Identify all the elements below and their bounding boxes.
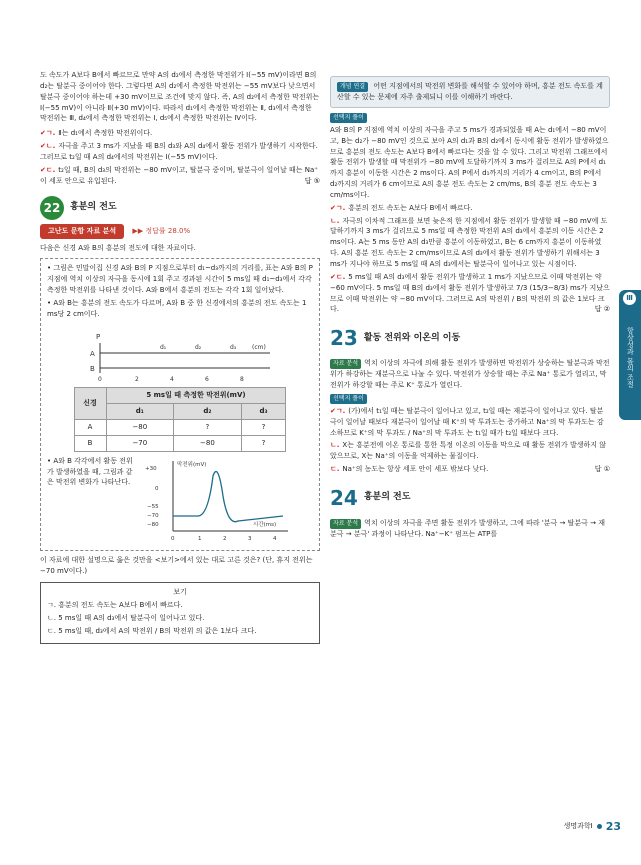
- section-title: 활동 전위와 이온의 이동: [363, 332, 461, 343]
- x-tick: 4: [273, 535, 277, 542]
- solution-paragraph: A와 B의 P 지점에 역치 이상의 자극을 주고 5 ms가 경과되었을 때 A는 d₁에서 −80 mV이고, B는 d₂가 −80 mV인 것으로 보아 A의 d₁과 B의 d₂에서 동시에 활동 전위가 발생하였으므로 흥분의 전도 속도는 A보다 B에서 빠르다는 것을 알 수 있다. 그리고 막전위 그래프에서 활동 전위가 발생할 때 막전위가 −80 mV에 도달하기까지 3 ms가 걸리므로 A의 P에서 d₁까지 흥분이 이동한 시간은 2 ms이다. A의 P에서 d₁까지의 거리가 4 cm이고, B의 P에서 d₂까지의 거리가 6 cm이므로 A의 흥분 전도 속도는 2 cm/ms, B의 흥분 전도 속도는 3 cm/ms이다.: [330, 125, 609, 199]
- y-tick: 0: [155, 485, 159, 492]
- bogi-item: ㄱ. 흥분의 전도 속도는 A보다 B에서 빠르다.: [47, 601, 183, 610]
- x-tick: 3: [248, 535, 252, 542]
- y-tick: −55: [147, 503, 159, 510]
- action-potential-graph: [143, 456, 293, 546]
- bogi-item: ㄴ. 5 ms일 때 A의 d₃에서 탈분극이 일어나고 있다.: [47, 614, 205, 623]
- answer-label: 답 ①: [594, 465, 610, 474]
- concept-text: 어떤 지점에서의 막전위 변화를 해석할 수 있어야 하며, 흥분 전도 속도를 계산할 수 있는 문제에 자주 출제되니 이를 이해하기 바란다.: [337, 82, 603, 101]
- page-number: 23: [605, 819, 621, 833]
- choice-item: ✔ㄷ. 5 ms일 때 A의 d₃에서 활동 전위가 발생하고 1 ms가 지났으므로 이때 막전위는 약 −60 mV이다. 5 ms일 때 B의 d₃에서 활동 전위가 발생하고 7/3 (15/3−8/3) ms가 지났으므로 이때 막전위는 약 −80 mV이다. 그러므로 A의 막전위 / B의 막전위 의 값은 1보다 크다. 답 ②: [330, 272, 610, 314]
- analysis-header: [40, 224, 320, 239]
- data-line: • 그림은 민말이집 신경 A와 B의 P 지점으로부터 d₁~d₃까지의 거리를, 표는 A와 B의 P 지점에 역치 이상의 자극을 동시에 1회 주고 경과된 시간이 5 ms일 때 d₁~d₃에서 각각 측정한 막전위를 나타낸 것이다. A와 B에서 흥분의 전도는 각각 1회 일어났다.: [47, 264, 313, 294]
- subject-label: 생명과학Ⅰ: [563, 822, 593, 831]
- choice-item: ✔ㄷ. t₂일 때, B의 d₃의 막전위는 −80 mV이고, 탈분극 중이며, 탈분극이 일어날 때는 Na⁺이 세포 안으로 유입된다. 답 ⑤: [40, 165, 320, 185]
- answer-label: 답 ②: [594, 305, 610, 314]
- tick-label: 8: [240, 376, 244, 384]
- bogi-item: ㄷ. 5 ms일 때, d₃에서 A의 막전위 / B의 막전위 의 값은 1보다 크다.: [47, 626, 257, 635]
- x-tick: 1: [198, 535, 202, 542]
- graph-row: [47, 456, 313, 546]
- y-tick: −70: [147, 512, 159, 519]
- bogi-box: [40, 582, 320, 643]
- chapter-side-tab: 항상성과 몸의 조절: [619, 290, 641, 420]
- section-23-header: [330, 323, 610, 354]
- y-tick: +30: [145, 465, 157, 472]
- membrane-potential-table: [74, 387, 287, 451]
- table-row: A −80 ? ?: [74, 420, 286, 436]
- section-text: 자료 분석 역치 이상의 자극에 의해 활동 전위가 발생하면 막전위가 상승하는 탈분극과 막전위가 하강하는 재분극으로 나눌 수 있다. 막전위가 상승할 때는 주로 Na⁺ 통로가 열리고, 막전위가 하강할 때는 주로 K⁺ 통로가 열린다.: [330, 359, 610, 390]
- tick-label: 2: [135, 376, 139, 384]
- d-label: d₁: [160, 344, 167, 352]
- choice-item: ✔ㄱ. 흥분의 전도 속도는 A보다 B에서 빠르다.: [330, 203, 473, 212]
- question-intro: 다음은 신경 A와 B의 흥분의 전도에 대한 자료이다.: [40, 244, 196, 253]
- concept-box: [330, 76, 610, 108]
- tick-label: 6: [205, 376, 209, 384]
- analysis-pill: 고난도 문항 자료 분석: [40, 224, 124, 239]
- nerve-a-label: A: [90, 350, 95, 359]
- data-box: [40, 258, 320, 551]
- tick-label: 0: [98, 376, 102, 384]
- page-footer: [564, 818, 621, 835]
- table-corner: 신경: [74, 388, 106, 420]
- choice-item: ✔ㄱ. (가)에서 t₁일 때는 탈분극이 일어나고 있고, t₂일 때는 재분극이 일어나고 있다. 탈분극이 일어날 때보다 재분극이 일어날 때 K⁺의 막 투과도는 증가하고 Na⁺의 막 투과도는 감소하므로 K⁺의 막 투과도 / Na⁺의 막 투과도 는 t₁일 때가 t₂일 때보다 크다.: [330, 406, 604, 437]
- left-choices: [40, 128, 320, 186]
- d-label: d₃: [230, 344, 237, 352]
- left-paragraph: 도 속도가 A보다 B에서 빠르므로 만약 A의 d₂에서 측정한 막전위가 Ⅰ(−55 mV)이라면 B의 d₂는 탈분극 중이어야 한다. 그렇다면 A의 d₂에서 측정한 막전위는 −55 mV보다 낮으면서 탈분극 중이어야 하는데 +30 mV이므로 조건에 맞지 않다. 즉, A의 d₂에서 측정한 막전위는 Ⅰ(−55 mV)이 아니라 Ⅱ(+30 mV)이다. 따라서 d₁에서 측정한 막전위는 Ⅱ, d₃에서 측정한 막전위는 Ⅲ, d₄에서 측정한 막전위는 Ⅰ, d₅에서 측정한 막전위는 Ⅳ이다.: [40, 71, 320, 123]
- concept-tag: 개념 연결: [337, 82, 368, 92]
- d-label: d₂: [195, 344, 202, 352]
- nerve-b-label: B: [90, 365, 95, 374]
- answer-label: 답 ⑤: [304, 176, 320, 185]
- choice-item: ㄴ. X는 흥분전에 이온 통로를 통한 특정 이온의 이동을 막으로 때 활동 전위가 발생하지 않았으므로, X는 Na⁺의 이동을 억제하는 물질이다.: [330, 441, 607, 461]
- bogi-title: 보기: [173, 588, 187, 597]
- distance-axis-diagram: [80, 323, 280, 383]
- section-number: 23: [330, 326, 358, 351]
- table-col: d₂: [174, 404, 242, 420]
- potential-curve: [173, 471, 283, 521]
- choice-item: ㄴ. 자극의 이차적 그래프를 보면 늦은적 한 지점에서 활동 전위가 발생할 때 −80 mV에 도달하기까지 3 ms가 걸리므로 5 ms일 때 측정한 막전위 A의 d₃에서 흥분의 이동 시간은 2 ms이다. A는 5 ms 동안 A의 d₃만큼 흥분이 이동하였고, B는 6 cm까지 흥분이 이동하였다. A의 흥분 전도 속도는 2 cm/ms이므로 A의 d₃에서 활동 전위가 발생하기 위해서는 3 ms가 지나야 하므로 5 ms일 때 A의 d₃에서는 탈분극이 일어나고 있는 시점이다.: [330, 216, 608, 268]
- axis-unit: (cm): [252, 344, 266, 352]
- y-axis-label: 막전위(mV): [177, 461, 207, 468]
- table-header: 5 ms일 때 측정한 막전위(mV): [106, 388, 286, 404]
- y-tick: −80: [147, 521, 159, 528]
- x-tick: 0: [171, 535, 175, 542]
- section-24-header: [330, 483, 610, 514]
- accuracy-rate: ▶▶ 정답률 28.0%: [132, 227, 191, 236]
- section-title: 흥분의 전도: [363, 492, 411, 503]
- point-p-label: P: [96, 333, 101, 342]
- solution-header: 선택지 풀이: [330, 112, 610, 123]
- data-line: • A와 B는 흥분의 전도 속도가 다르며, A와 B 중 한 신경에서의 흥분의 전도 속도는 1 ms당 2 cm이다.: [47, 298, 307, 318]
- dot-icon: [597, 824, 602, 829]
- x-tick: 2: [223, 535, 227, 542]
- question-title: 흥분의 전도: [70, 202, 117, 213]
- graph-note: • A와 B 각각에서 활동 전위가 발생하였을 때, 그림과 같은 막전위 변화가 나타난다.: [47, 456, 133, 487]
- table-row: B −70 −80 ?: [74, 435, 286, 451]
- right-column: [330, 70, 610, 542]
- solution-header: 선택지 풀이: [330, 393, 610, 404]
- table-col: d₁: [106, 404, 174, 420]
- question-number-badge: 22: [40, 196, 64, 220]
- left-column: [40, 70, 320, 644]
- choice-item: ㄷ. Na⁺의 농도는 항상 세포 안이 세포 밖보다 낮다. 답 ①: [330, 465, 610, 474]
- section-number: 24: [330, 485, 358, 510]
- choice-item: ✔ㄱ. Ⅱ는 d₁에서 측정한 막전위이다.: [40, 129, 153, 138]
- table-col: d₃: [241, 404, 286, 420]
- section-text: 자료 분석 역치 이상의 자극을 주면 활동 전위가 발생하고, 그에 따라 '분극 → 탈분극 → 재분극 → 분극' 과정이 나타난다. Na⁺−K⁺ 펌프는 ATP를: [330, 518, 605, 538]
- question-stem: 이 자료에 대한 설명으로 옳은 것만을 <보기>에서 있는 대로 고른 것은? (단, 휴지 전위는 −70 mV이다.): [40, 555, 313, 575]
- tick-label: 4: [170, 376, 174, 384]
- chapter-number-icon: Ⅲ: [623, 292, 636, 305]
- x-axis-label: 시간(ms): [253, 521, 277, 528]
- question-22-header: [40, 196, 320, 220]
- choice-item: ✔ㄴ. 자극을 주고 3 ms가 지났을 때 B의 d₃와 A의 d₄에서 활동 전위가 발생하기 시작한다. 그러므로 t₂일 때 A의 d₄에서의 막전위는 Ⅰ(−55 mV)이다.: [40, 142, 318, 161]
- page-header: [0, 0, 641, 40]
